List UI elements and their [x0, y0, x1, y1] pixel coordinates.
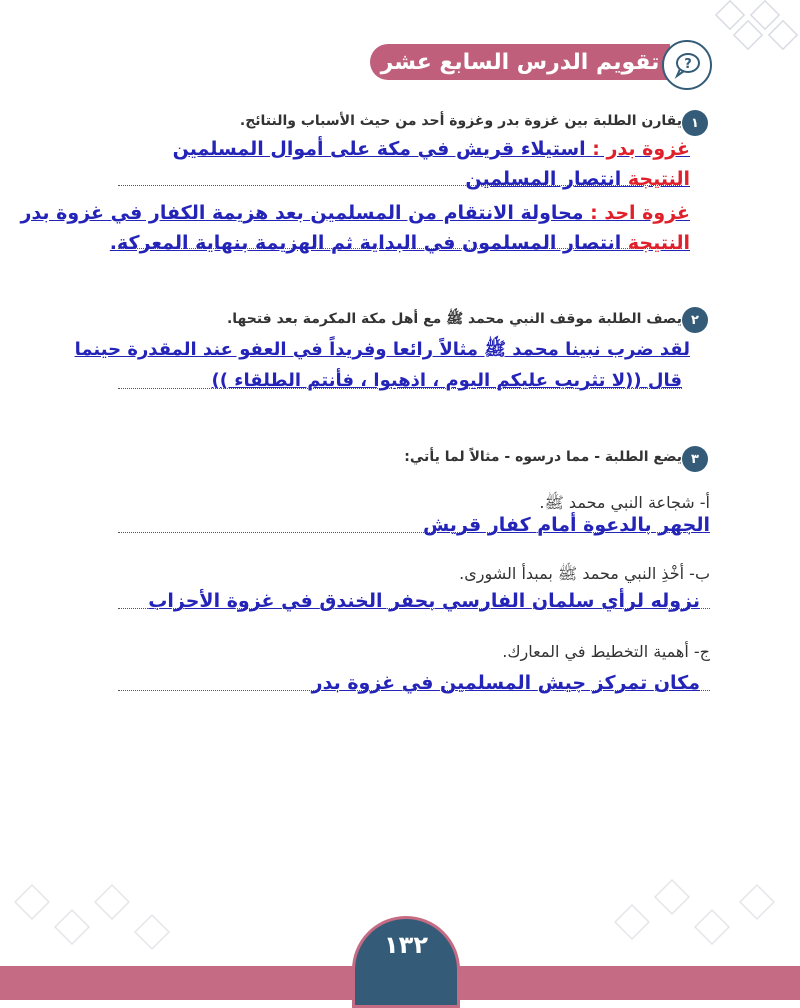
q3-answer-a: الجهر بالدعوة أمام كفار قريش: [422, 514, 710, 536]
q1-answer-3-label: غزوة احد :: [590, 202, 690, 224]
q1-answer-line-1: [173, 138, 690, 160]
q1-answer-4-text: انتصار المسلمون في البداية ثم الهزيمة بنهاية المعركة.: [109, 232, 622, 254]
q3-item-b: ب- أخْذِ النبي محمد ﷺ بمبدأ الشورى.: [459, 564, 710, 583]
q2-answer-line-1: لقد ضرب نبينا محمد ﷺ مثالاً رائعا وفريداً في العفو عند المقدرة حينما: [74, 339, 690, 360]
question-1-number: ١: [682, 110, 708, 136]
q3-answer-c: مكان تمركز جيش المسلمين في غزوة بدر: [311, 672, 700, 694]
page-number: ١٣٢: [352, 916, 460, 1008]
section-title: [370, 44, 670, 80]
question-1-text: يقارن الطلبة بين غزوة بدر وغزوة أحد من حيث الأسباب والنتائج.: [239, 113, 682, 129]
q1-answer-1-text: استيلاء قريش في مكة على أموال المسلمين: [172, 138, 586, 160]
question-2-number: ٢: [682, 307, 708, 333]
q1-answer-1-label: غزوة بدر :: [592, 138, 690, 160]
question-3-number: ٣: [682, 446, 708, 472]
section-title-text: تقويم الدرس السابع عشر: [380, 49, 660, 75]
q1-answer-2-label: النتيجة: [627, 168, 690, 190]
discussion-question-icon: [662, 40, 712, 90]
q1-answer-2-text: انتصار المسلمين: [465, 168, 622, 190]
svg-text:?: ?: [684, 57, 692, 72]
q3-answer-b: نزوله لرأي سلمان الفارسي بحفر الخندق في غزوة الأحزاب: [148, 590, 700, 612]
q1-answer-line-4: [110, 232, 690, 254]
q3-item-c: ج- أهمية التخطيط في المعارك.: [502, 642, 710, 661]
decorative-pattern-bottom-left: [0, 870, 200, 970]
q2-answer-line-2: قال ((لا تثريب عليكم اليوم ، اذهبوا ، فأنتم الطلقاء )): [211, 370, 682, 391]
decorative-pattern-bottom-right: [600, 870, 800, 970]
question-2-text: يصف الطلبة موقف النبي محمد ﷺ مع أهل مكة المكرمة بعد فتحها.: [226, 311, 682, 327]
question-3-text: يضع الطلبة - مما درسوه - مثالاً لما يأتي:: [404, 449, 682, 465]
q3-item-a: أ- شجاعة النبي محمد ﷺ.: [539, 493, 710, 512]
q1-answer-line-3: [21, 202, 690, 224]
q1-answer-line-2: [465, 168, 690, 190]
q1-answer-4-label: النتيجة: [627, 232, 690, 254]
q1-answer-3-text: محاولة الانتقام من المسلمين بعد هزيمة الكفار في غزوة بدر: [20, 202, 584, 224]
